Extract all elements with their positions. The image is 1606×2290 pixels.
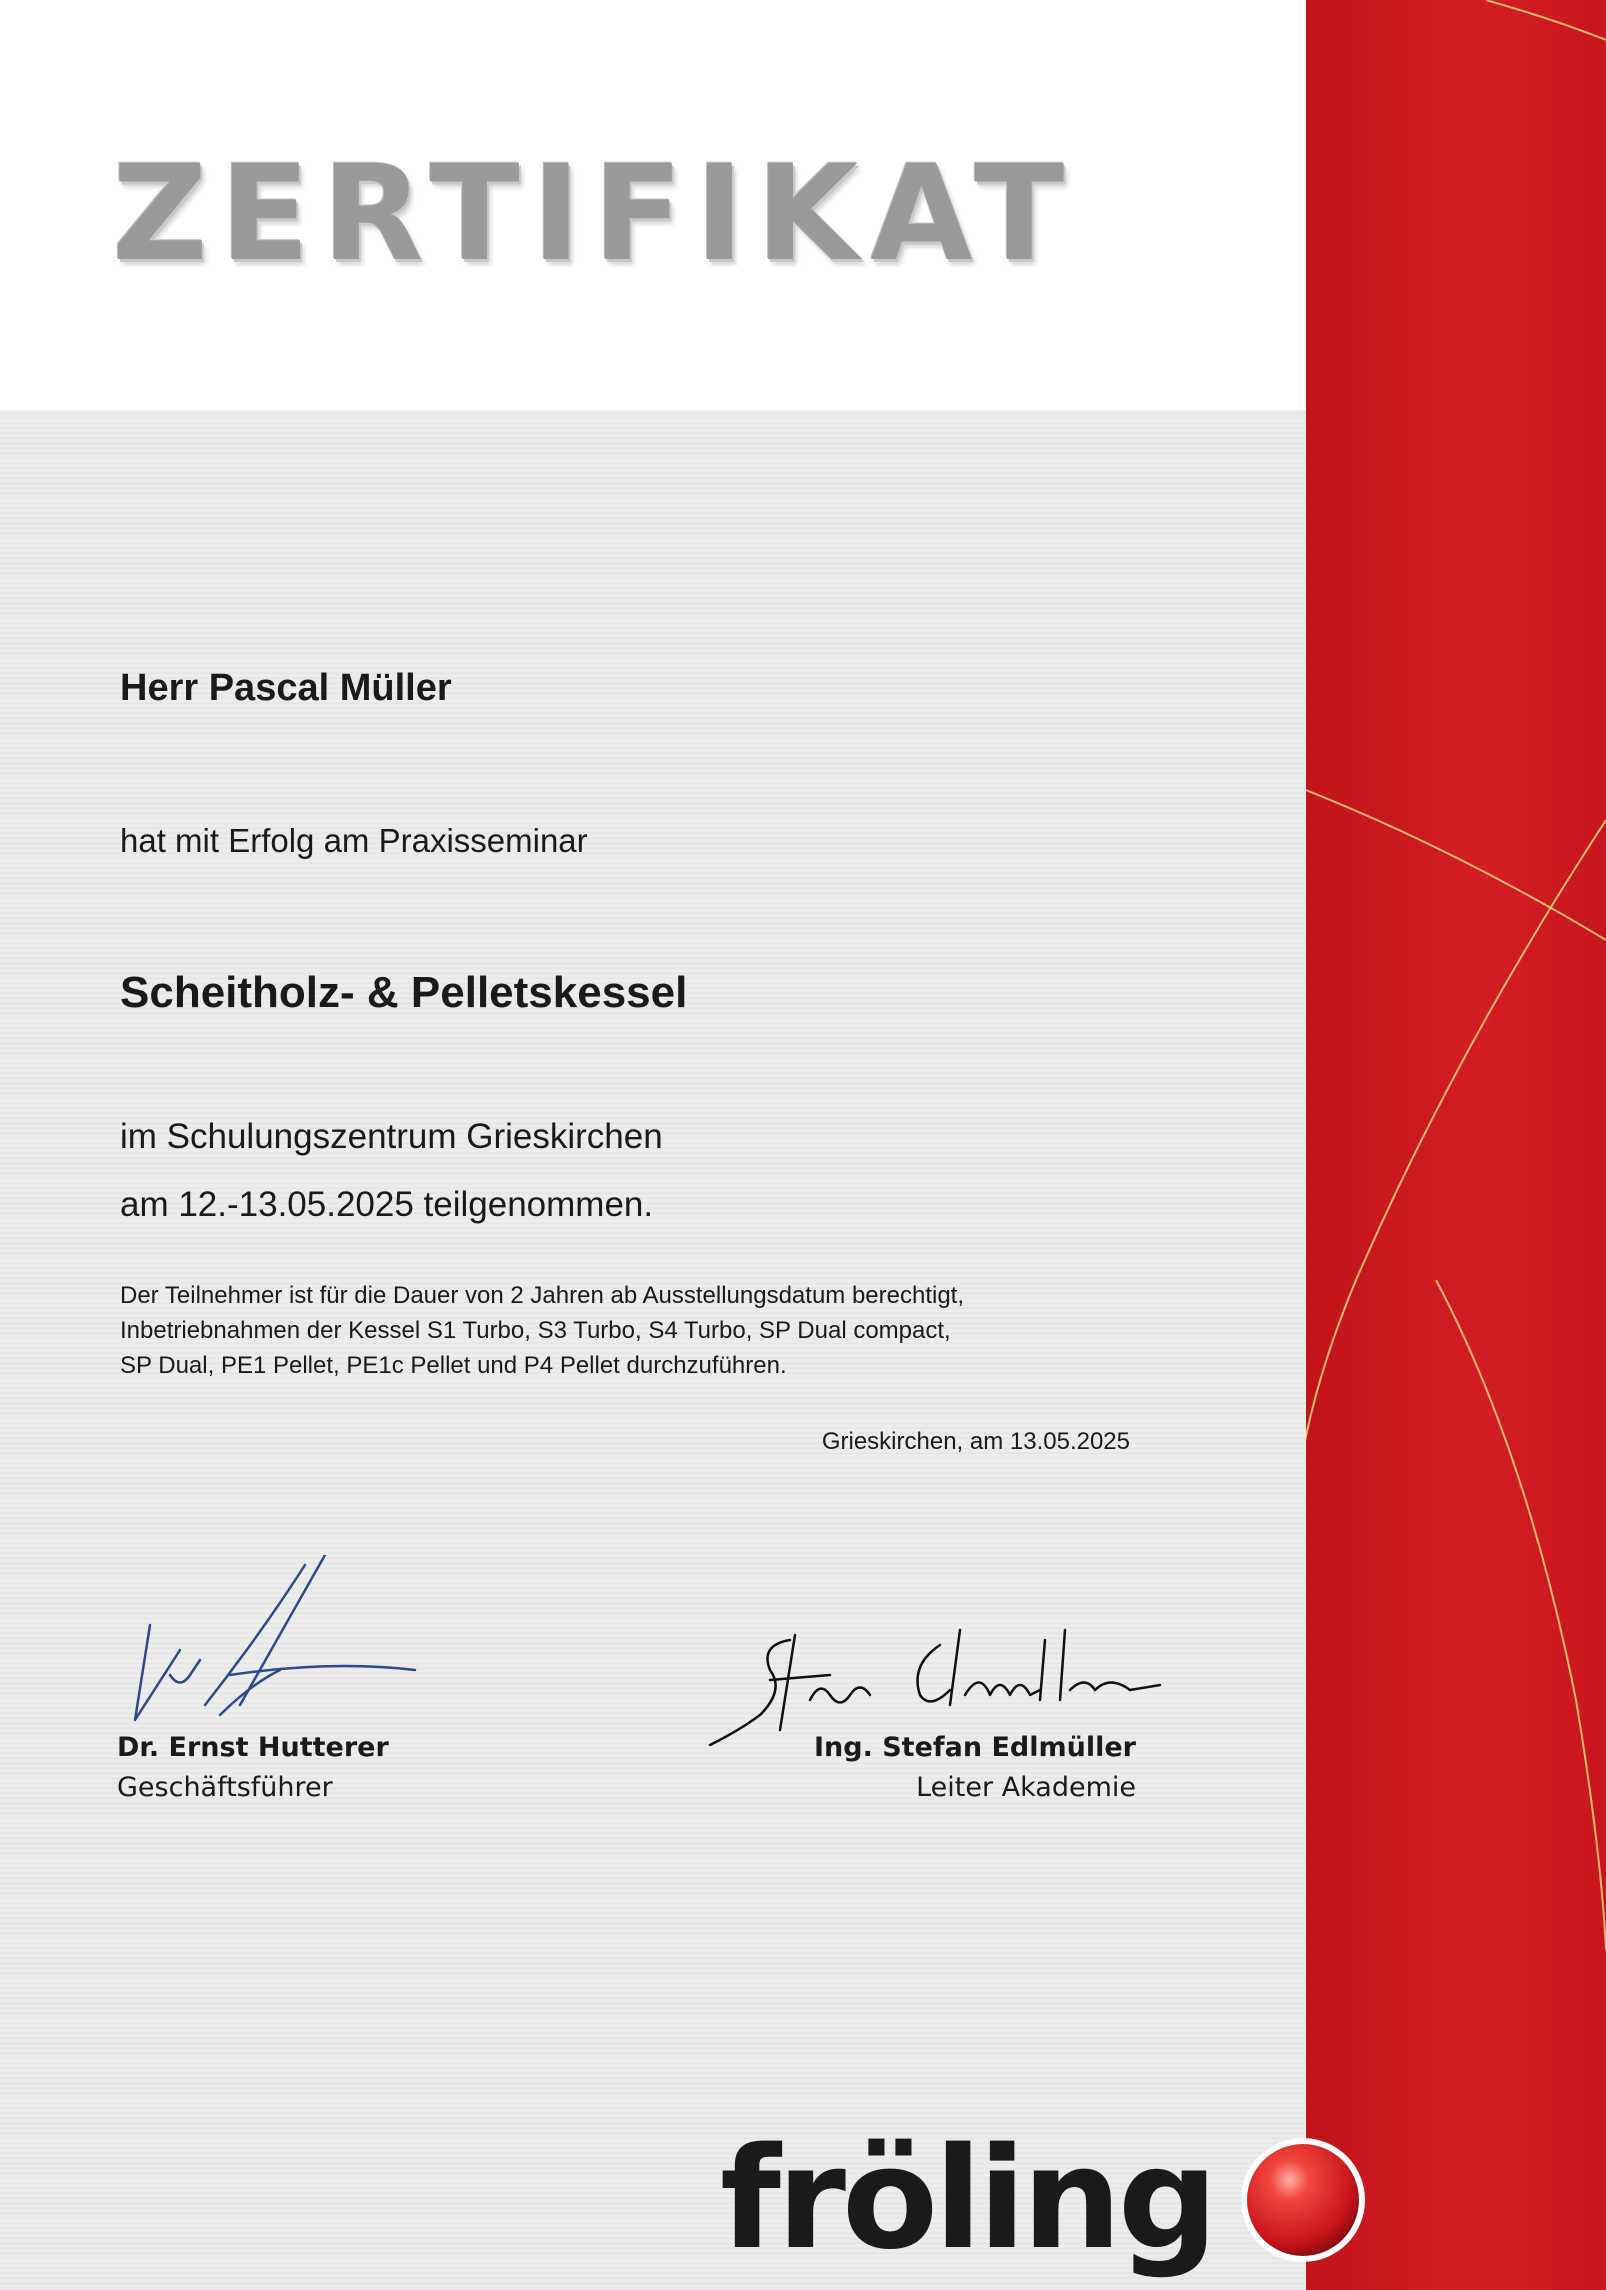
signer-left-role: Geschäftsführer [117,1772,333,1803]
signer-left-name: Dr. Ernst Hutterer [117,1732,389,1763]
recipient-name: Herr Pascal Müller [120,667,452,709]
authorization-line: SP Dual, PE1 Pellet, PE1c Pellet und P4 Pellet durchzuführen. [120,1352,787,1379]
signer-right-name: Ing. Stefan Edlmüller [813,1732,1136,1763]
certificate-heading: ZERTIFIKAT [112,137,1077,291]
brand-wordmark: fröling [720,2118,1214,2281]
red-sphere-logo-icon [1238,2135,1368,2265]
authorization-line: Der Teilnehmer ist für die Dauer von 2 Jahren ab Ausstellungsdatum berechtigt, [120,1282,965,1309]
brand-logo [720,2118,1368,2281]
signature-left [110,1555,430,1755]
issue-place-date: Grieskirchen, am 13.05.2025 [821,1428,1130,1455]
attendance-dates: am 12.-13.05.2025 teilgenommen. [120,1185,654,1224]
red-side-band [1306,0,1606,2290]
intro-text: hat mit Erfolg am Praxisseminar [120,822,588,859]
location-text: im Schulungszentrum Grieskirchen [120,1117,663,1156]
seminar-title: Scheitholz- & Pelletskessel [120,968,688,1017]
signer-right-role: Leiter Akademie [916,1772,1136,1803]
authorization-line: Inbetriebnahmen der Kessel S1 Turbo, S3 Turbo, S4 Turbo, SP Dual compact, [120,1317,951,1344]
decorative-arcs [1306,0,1606,2290]
